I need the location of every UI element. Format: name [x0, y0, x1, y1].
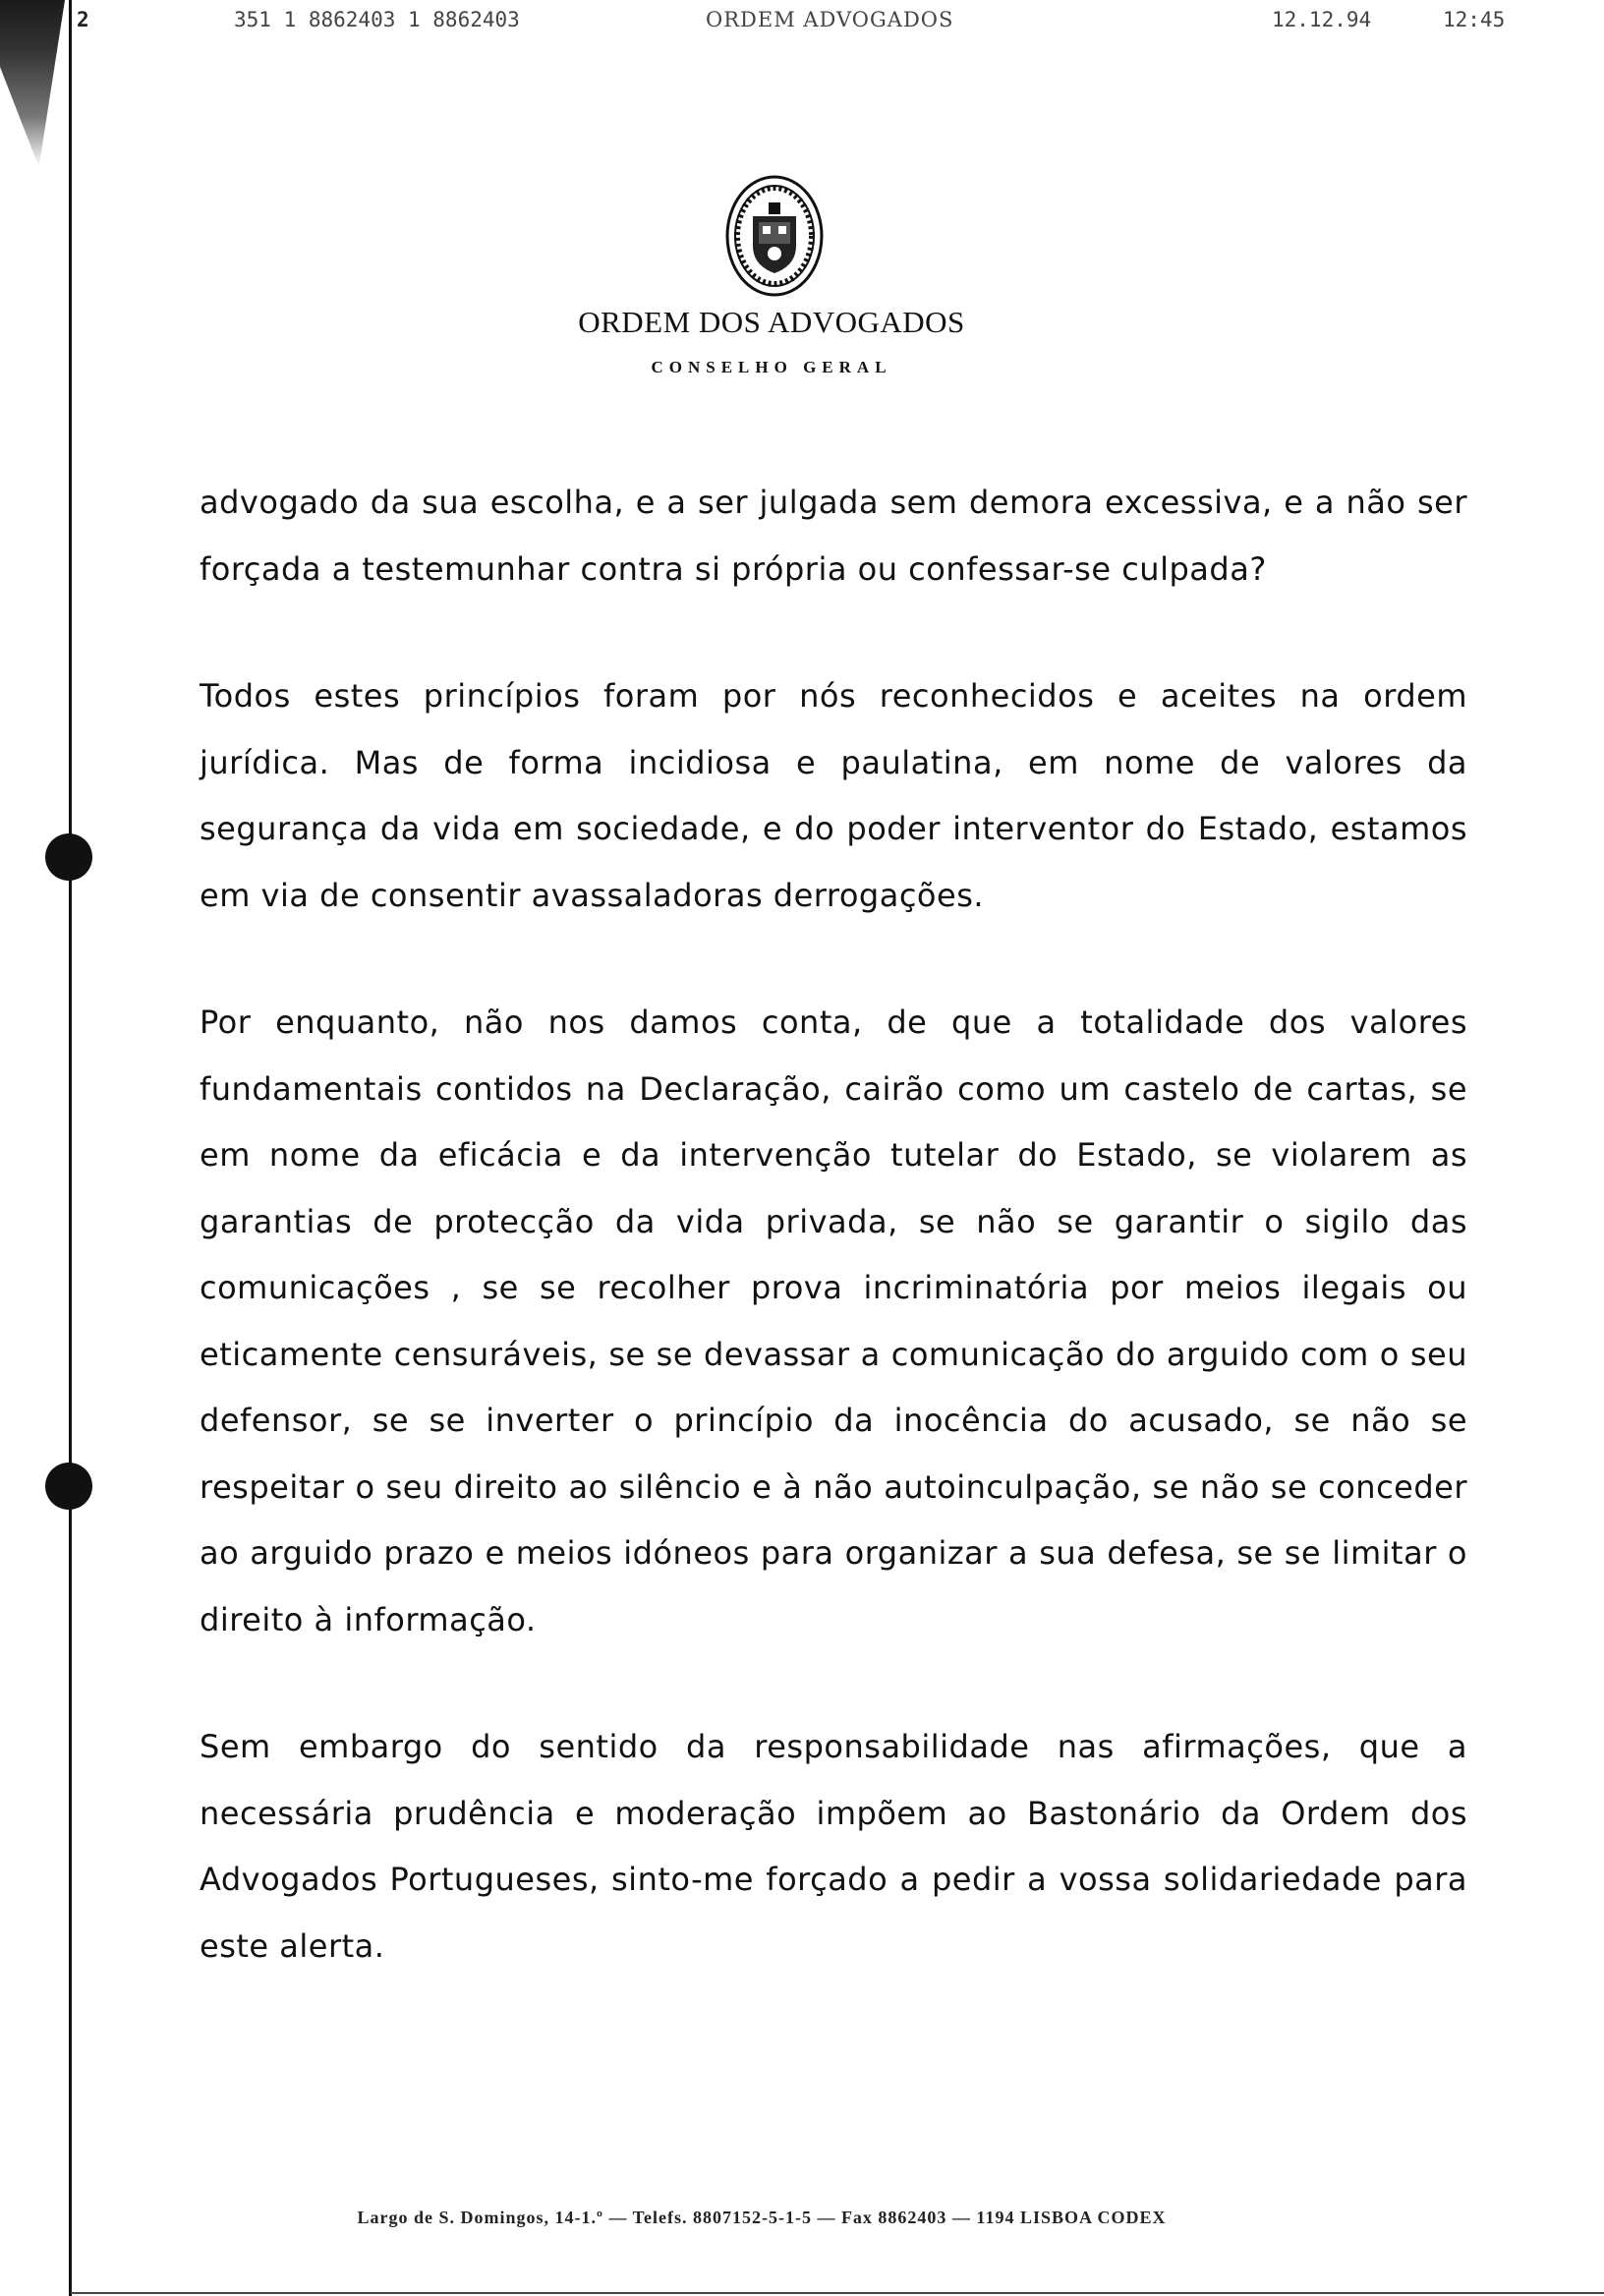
fax-page-marker: 2	[77, 8, 89, 31]
punch-hole	[45, 833, 92, 881]
fax-header	[0, 8, 1604, 39]
fax-sender: ORDEM ADVOGADOS	[706, 8, 954, 31]
body-paragraph: Sem embargo do sentido da responsabilidade nas afirmações, que a necessária prudência e moderação impõem ao Bastonário da Ordem dos Advogados Portugueses, sinto-me forçado a pedir a vossa solidariedade para este alerta.	[200, 1728, 1467, 1965]
body-paragraph: Todos estes princípios foram por nós reconhecidos e aceites na ordem jurídica. Mas de forma incidiosa e paulatina, em nome de valores da segurança da vida em sociedade, e do poder interventor do Estado, estamos em via de consentir avassaladoras derrogações.	[200, 677, 1467, 914]
bottom-rule	[71, 2292, 1604, 2294]
org-subtitle: CONSELHO GERAL	[651, 358, 892, 376]
punch-hole	[45, 1463, 92, 1510]
fax-number: 351 1 8862403 1 8862403	[234, 8, 520, 31]
fax-date: 12.12.94	[1272, 8, 1372, 31]
footer-address: Largo de S. Domingos, 14-1.º — Telefs. 8807152-5-1-5 — Fax 8862403 — 1194 LISBOA CODEX	[357, 2208, 1167, 2227]
body-paragraph: Por enquanto, não nos damos conta, de que a totalidade dos valores fundamentais contidos na Declaração, cairão como um castelo de cartas, se em nome da eficácia e da intervenção tutelar do Estado, se violarem as garantias de protecção da vida privada, se não se garantir o sigilo das comunicações , se se recolher prova incriminatória por meios ilegais ou eticamente censuráveis, se se devassar a comunicação do arguido com o seu defensor, se se inverter o princípio da inocência do acusado, se não se respeitar o seu direito ao silêncio e à não autoinculpação, se não se conceder ao arguido prazo e meios idóneos para organizar a sua defesa, se se limitar o direito à informação.	[200, 1004, 1467, 1638]
coat-of-arms-seal-icon	[714, 175, 835, 297]
scan-edge-line	[69, 0, 72, 2296]
org-name: ORDEM DOS ADVOGADOS	[578, 305, 965, 339]
scan-left-edge	[0, 0, 75, 2296]
fax-time: 12:45	[1443, 8, 1506, 31]
letter-body	[200, 470, 1467, 2040]
body-paragraph: advogado da sua escolha, e a ser julgada sem demora excessiva, e a não ser forçada a testemunhar contra si própria ou confessar-se culpada?	[200, 484, 1467, 588]
